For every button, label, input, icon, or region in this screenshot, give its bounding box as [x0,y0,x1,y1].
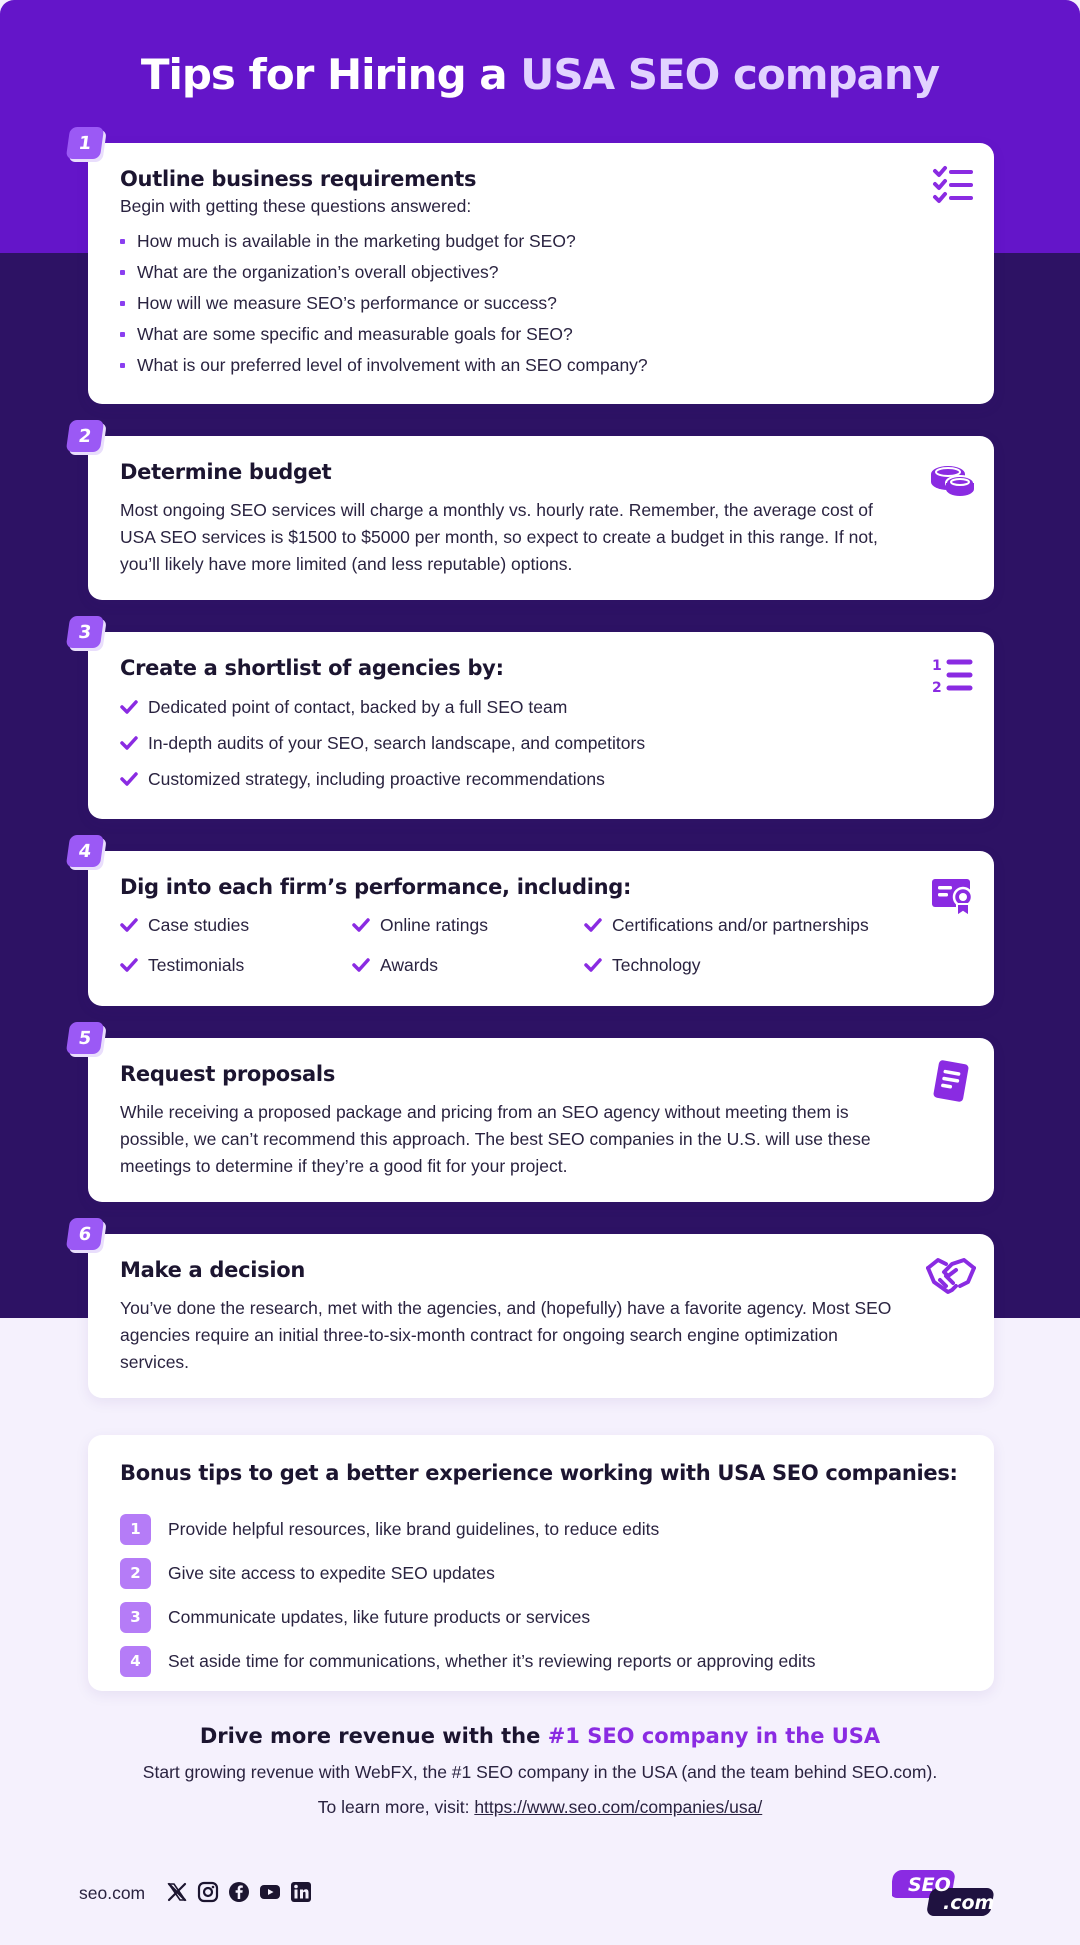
grid-item [352,913,584,937]
list-item [120,1551,815,1595]
step-number-badge: 2 [66,420,104,452]
numbered-list-icon [932,656,974,698]
bonus-tips-list [120,1507,815,1683]
grid-item [120,913,352,937]
tip-number-badge: 4 [120,1646,151,1677]
grid-item-text: Online ratings [380,915,488,935]
facebook-icon[interactable] [228,1881,250,1903]
tip-text: Provide helpful resources, like brand guidelines, to reduce edits [168,1518,660,1539]
list-item-text: In-depth audits of your SEO, search landscape, and competitors [148,733,646,753]
grid-item-text: Awards [380,955,439,975]
step-heading: Determine budget [120,460,332,484]
list-item: What are the organization’s overall objectives? [120,257,648,288]
question-list [120,226,648,381]
step-card-2 [77,425,994,600]
step-heading: Request proposals [120,1062,336,1086]
list-item: How will we measure SEO’s performance or success? [120,288,648,319]
grid-item [120,953,352,977]
list-item [120,689,645,725]
list-item-text: Dedicated point of contact, backed by a full SEO team [148,697,568,717]
check-icon [120,918,138,932]
cta-title-accent: #1 SEO company in the USA [547,1724,881,1748]
checklist-icon [932,165,974,207]
list-item [120,1639,815,1683]
check-icon [584,918,602,932]
list-item [120,1507,815,1551]
check-icon [120,772,138,786]
list-item: How much is available in the marketing budget for SEO? [120,226,648,257]
document-icon [932,1060,970,1102]
footer-domain[interactable]: seo.com [79,1883,146,1903]
shortlist-criteria-list [120,689,645,797]
grid-item-text: Certifications and/or partnerships [612,915,869,935]
step-number-badge: 3 [66,616,104,648]
step-heading: Create a shortlist of agencies by: [120,656,504,680]
check-icon [352,918,370,932]
logo-text-com: .com [943,1892,995,1914]
check-icon [120,700,138,714]
bonus-tips-card [88,1435,994,1691]
step-heading: Make a decision [120,1258,306,1282]
tip-number-badge: 1 [120,1514,151,1545]
linkedin-icon[interactable] [290,1881,312,1903]
step-card-4 [77,840,994,1006]
x-icon[interactable] [166,1881,188,1903]
tip-number-badge: 3 [120,1602,151,1633]
bonus-heading: Bonus tips to get a better experience working with USA SEO companies: [120,1461,958,1485]
check-icon [120,736,138,750]
cta-description: Start growing revenue with WebFX, the #1 SEO company in the USA (and the team behind SEO.com). [142,1762,938,1782]
step-body: While receiving a proposed package and pricing from an SEO agency without meeting them is possible, we can’t recommend this approach. The best SEO companies in the U.S. will use these meetings to determine if they’re a good fit for your project. [120,1102,871,1176]
step-card-1 [77,132,994,404]
check-icon [352,958,370,972]
social-links [166,1881,312,1903]
step-intro: Begin with getting these questions answered: [120,196,472,216]
tip-text: Communicate updates, like future products or services [168,1606,591,1627]
certificate-icon [932,875,974,917]
list-item: What is our preferred level of involvement with an SEO company? [120,350,648,381]
tip-number-badge: 2 [120,1558,151,1589]
step-body: You’ve done the research, met with the agencies, and (hopefully) have a favorite agency. Most SEO agencies require an initial three-to-six-month contract for ongoing search engine optimization services. [120,1298,892,1372]
seo-com-logo[interactable] [892,1870,1002,1916]
grid-item [584,913,884,937]
cta-visit-prefix: To learn more, visit: [317,1797,475,1817]
instagram-icon[interactable] [197,1881,219,1903]
list-item [120,1595,815,1639]
step-number-badge: 1 [66,127,104,159]
page-title [0,50,1080,99]
step-number-badge: 5 [66,1022,104,1054]
check-icon [120,958,138,972]
grid-item [584,953,884,977]
youtube-icon[interactable] [259,1881,281,1903]
list-item [120,725,645,761]
handshake-icon [926,1254,976,1296]
cta-visit-line [0,1797,1080,1818]
cta-link[interactable]: https://www.seo.com/companies/usa/ [474,1797,763,1817]
tip-text: Give site access to expedite SEO updates [168,1562,495,1583]
step-heading: Outline business requirements [120,167,477,191]
title-accent: USA SEO company [520,50,940,99]
grid-item-text: Technology [612,955,701,975]
tip-text: Set aside time for communications, whether it’s reviewing reports or approving edits [168,1650,816,1671]
grid-item-text: Case studies [148,915,250,935]
step-heading: Dig into each firm’s performance, including: [120,875,632,899]
step-card-5 [77,1027,994,1202]
cta-title-main: Drive more revenue with the [199,1724,548,1748]
step-body: Most ongoing SEO services will charge a monthly vs. hourly rate. Remember, the average cost of USA SEO services is $1500 to $5000 per month, so expect to create a budget in this range. If not, you’ll likely have more limited (and less reputable) options. [120,500,878,574]
list-item-text: Customized strategy, including proactive recommendations [148,769,605,789]
step-number-badge: 4 [66,835,104,867]
svg-text:2: 2 [932,680,942,696]
step-card-6 [77,1223,994,1398]
list-item: What are some specific and measurable goals for SEO? [120,319,648,350]
cta-title [0,1724,1080,1748]
grid-item-text: Testimonials [148,955,245,975]
list-item [120,761,645,797]
check-icon [584,958,602,972]
coins-icon [928,456,976,498]
grid-item [352,953,584,977]
step-number-badge: 6 [66,1218,104,1250]
step-card-3 [77,621,994,819]
title-main: Tips for Hiring a [140,50,521,99]
performance-criteria-grid [120,913,920,977]
svg-text:1: 1 [932,658,942,674]
logo-text-seo: SEO [908,1874,951,1896]
